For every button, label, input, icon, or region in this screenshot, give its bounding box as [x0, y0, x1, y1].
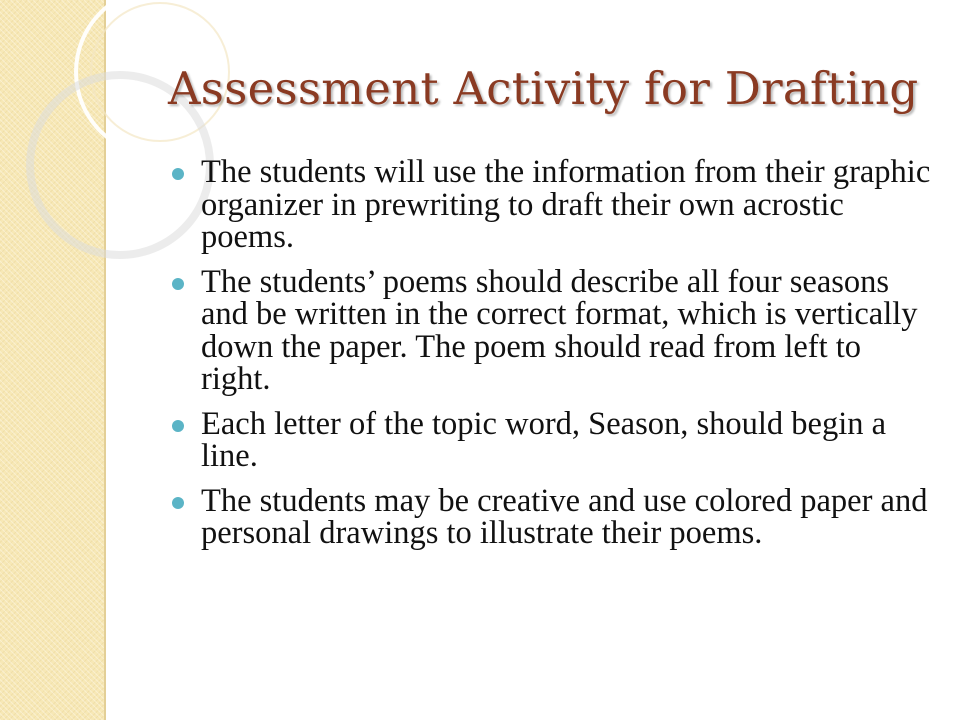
slide-title: Assessment Activity for Drafting [168, 62, 919, 115]
bullet-item [172, 263, 932, 397]
bullet-dot-icon [172, 497, 184, 509]
bullet-item [172, 156, 932, 254]
bullet-list [172, 156, 932, 562]
bullet-text: The students will use the information from their graphic organizer in prewriting to draft their own acrostic poems. [201, 154, 931, 255]
bullet-item [172, 482, 932, 551]
bullet-text: Each letter of the topic word, Season, should begin a line. [201, 405, 887, 474]
bullet-dot-icon [172, 168, 184, 180]
bullet-dot-icon [172, 420, 184, 432]
bullet-text: The students may be creative and use colored paper and personal drawings to illustrate their poems. [201, 482, 928, 551]
decorative-side-band [0, 0, 106, 720]
bullet-dot-icon [172, 278, 184, 290]
bullet-item [172, 405, 932, 474]
bullet-text: The students’ poems should describe all four seasons and be written in the correct format, which is vertically down the paper. The poem should read from left to right. [201, 263, 918, 397]
side-band-border [104, 0, 106, 720]
